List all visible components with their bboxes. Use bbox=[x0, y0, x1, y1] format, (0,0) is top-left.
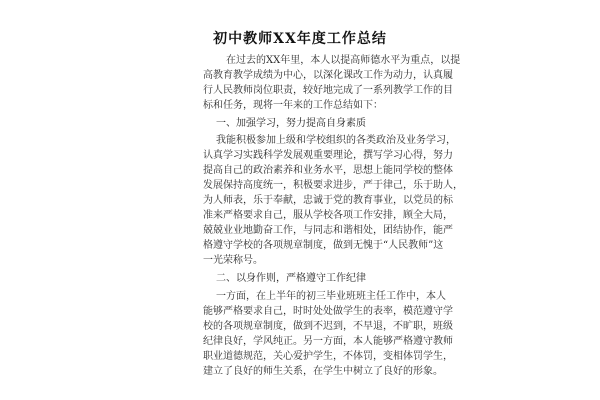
paragraph-3-line-2: 能够严格要求自己，时时处处做学生的表率，模范遵守学 bbox=[203, 306, 453, 317]
section-heading-2: 二、以身作则，严格遵守工作纪律 bbox=[216, 273, 366, 284]
document-title: 初中教师XX年度工作总结 bbox=[213, 31, 387, 47]
paragraph-2-line-9: 一光荣称号。 bbox=[203, 255, 263, 266]
paragraph-3-line-4: 纪律良好，学风纯正。另一方面，本人能够严格遵守教师 bbox=[203, 336, 453, 347]
paragraph-3-line-5: 职业道德规范，关心爱护学生，不体罚，变相体罚学生， bbox=[203, 351, 453, 362]
paragraph-3-line-1: 一方面，在上半年的初三毕业班班主任工作中，本人 bbox=[216, 291, 446, 302]
paragraph-2-line-7: 兢兢业业地勤奋工作，与同志和谐相处，团结协作，能严 bbox=[203, 225, 453, 236]
paragraph-1-line-1: 在过去的XX年里，本人以提高师德水平为重点，以提 bbox=[226, 55, 461, 66]
paragraph-2-line-4: 发展保持高度统一，积极要求进步，严于律己，乐于助人， bbox=[203, 180, 463, 191]
paragraph-1-line-2: 高教育教学成绩为中心，以深化课改工作为动力，认真履 bbox=[203, 70, 453, 81]
paragraph-2-line-5: 为人师表，乐于奉献，忠诚于党的教育事业，以党员的标 bbox=[203, 195, 453, 206]
section-heading-1: 一、加强学习，努力提高自身素质 bbox=[216, 118, 366, 129]
paragraph-3-line-6: 建立了良好的师生关系，在学生中树立了良好的形象。 bbox=[203, 366, 443, 377]
paragraph-3-line-3: 校的各项规章制度，做到不迟到，不早退，不旷职，班级 bbox=[203, 321, 453, 332]
paragraph-2-line-3: 提高自己的政治素养和业务水平，思想上能同学校的整体 bbox=[203, 165, 453, 176]
paragraph-2-line-8: 格遵守学校的各项规章制度，做到无愧于“人民教师”这 bbox=[203, 240, 444, 251]
paragraph-1-line-4: 标和任务，现将一年来的工作总结如下： bbox=[203, 100, 383, 111]
paragraph-2-line-2: 认真学习实践科学发展观重要理论，撰写学习心得，努力 bbox=[203, 150, 453, 161]
paragraph-2-line-6: 准来严格要求自己，服从学校各项工作安排，顾全大局， bbox=[203, 210, 453, 221]
paragraph-1-line-3: 行人民教师岗位职责，较好地完成了一系列教学工作的目 bbox=[203, 85, 453, 96]
paragraph-2-line-1: 我能积极参加上级和学校组织的各类政治及业务学习， bbox=[216, 135, 456, 146]
